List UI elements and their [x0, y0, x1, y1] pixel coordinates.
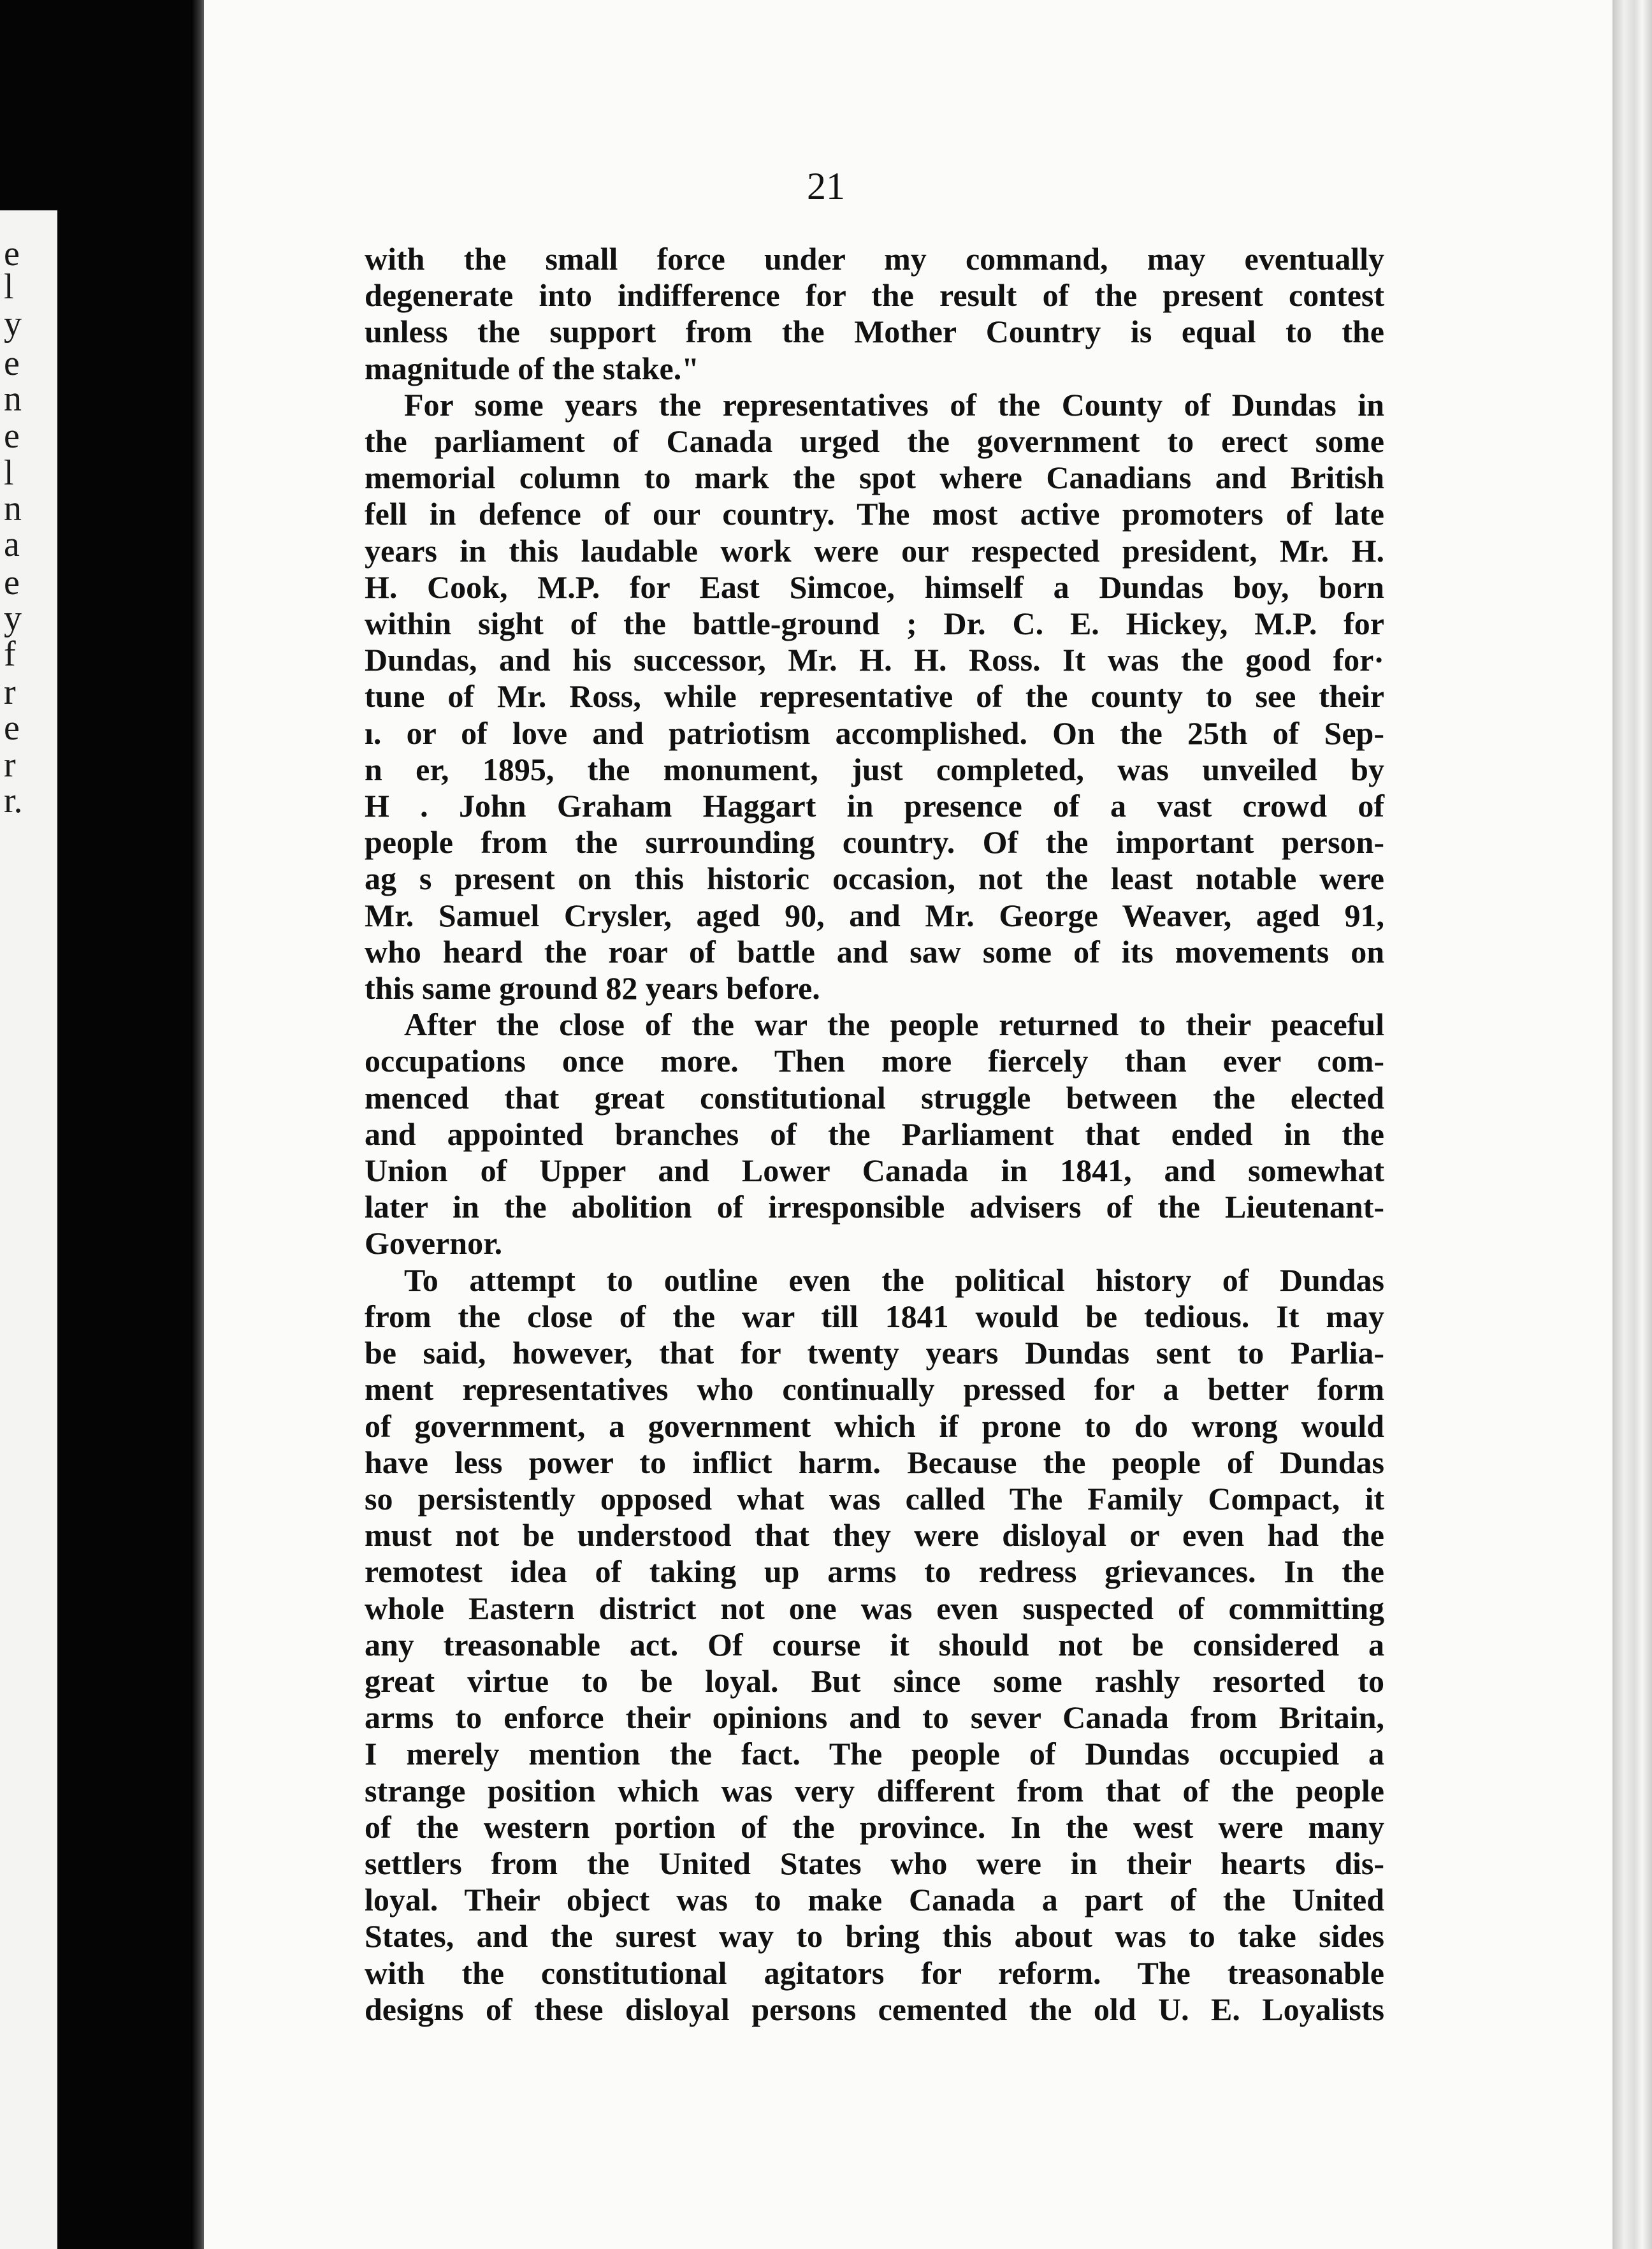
previous-page-text-fragment: y	[4, 304, 22, 344]
text-line: have less power to inflict harm. Because the people of Dundas	[365, 1444, 1384, 1480]
previous-page-text-fragment: e	[4, 563, 20, 602]
previous-page-text-fragment: e	[4, 344, 20, 383]
previous-page-text-fragment: r	[4, 673, 16, 712]
text-line: States, and the surest way to bring this about was to take sides	[365, 1918, 1384, 1954]
text-line: who heard the roar of battle and saw some of its movements on	[365, 933, 1384, 970]
text-line: so persistently opposed what was called The Family Compact, it	[365, 1480, 1384, 1517]
text-line: Union of Upper and Lower Canada in 1841, and somewhat	[365, 1153, 1384, 1189]
text-line: unless the support from the Mother Country is equal to the	[365, 314, 1384, 350]
text-line: with the small force under my command, may eventually	[365, 241, 1384, 277]
text-line: ı. or of love and patriotism accomplished. On the 25th of Sep-	[365, 715, 1384, 751]
previous-page-text-fragment: f	[4, 634, 16, 674]
text-line: within sight of the battle-ground ; Dr. C. E. Hickey, M.P. for	[365, 606, 1384, 642]
text-line: settlers from the United States who were in their hearts dis-	[365, 1845, 1384, 1881]
body-text	[365, 241, 1384, 2028]
text-line: of the western portion of the province. In the west were many	[365, 1809, 1384, 1845]
text-line: menced that great constitutional struggle between the elected	[365, 1079, 1384, 1116]
text-line: Governor.	[365, 1225, 503, 1262]
text-line: be said, however, that for twenty years Dundas sent to Parlia-	[365, 1335, 1384, 1371]
text-line: years in this laudable work were our respected president, Mr. H.	[365, 532, 1384, 569]
previous-page-text-fragment: a	[4, 525, 20, 564]
previous-page-text-fragment: l	[4, 453, 14, 493]
text-line: any treasonable act. Of course it should not be considered a	[365, 1626, 1384, 1663]
text-line: After the close of the war the people returned to their peaceful	[404, 1007, 1384, 1043]
page-stack-edge	[1612, 0, 1652, 2249]
text-line: and appointed branches of the Parliament that ended in the	[365, 1116, 1384, 1152]
text-line: of government, a government which if prone to do wrong would	[365, 1408, 1384, 1444]
text-line: this same ground 82 years before.	[365, 970, 820, 1007]
text-line: great virtue to be loyal. But since some rashly resorted to	[365, 1663, 1384, 1699]
text-line: designs of these disloyal persons cemented the old U. E. Loyalists	[365, 1991, 1384, 2027]
text-line: arms to enforce their opinions and to sever Canada from Britain,	[365, 1699, 1384, 1736]
text-line: To attempt to outline even the political history of Dundas	[404, 1262, 1384, 1298]
text-line: fell in defence of our country. The most active promoters of late	[365, 496, 1384, 532]
text-line: later in the abolition of irresponsible advisers of the Lieutenant-	[365, 1189, 1384, 1225]
previous-page-text-fragment: e	[4, 708, 20, 748]
page-number: 21	[807, 165, 845, 207]
text-line: n er, 1895, the monument, just completed, was unveiled by	[365, 751, 1384, 787]
text-line: memorial column to mark the spot where Canadians and British	[365, 460, 1384, 496]
text-line: ag s present on this historic occasion, not the least notable were	[365, 861, 1384, 897]
previous-page-text-fragment: e	[4, 234, 20, 273]
text-line: occupations once more. Then more fiercely than ever com-	[365, 1043, 1384, 1079]
text-line: whole Eastern district not one was even suspected of committing	[365, 1590, 1384, 1626]
text-line: Mr. Samuel Crysler, aged 90, and Mr. George Weaver, aged 91,	[365, 897, 1384, 933]
previous-page-text-fragment: l	[4, 267, 14, 307]
previous-page-text-fragment: y	[4, 599, 22, 638]
previous-page-edge	[0, 210, 57, 2249]
previous-page-text-fragment: n	[4, 489, 22, 528]
text-line: For some years the representatives of the County of Dundas in	[404, 386, 1384, 423]
previous-page-text-fragment: n	[4, 379, 22, 419]
text-line: the parliament of Canada urged the government to erect some	[365, 423, 1384, 460]
text-line: tune of Mr. Ross, while representative of the county to see their	[365, 678, 1384, 715]
text-line: remotest idea of taking up arms to redress grievances. In the	[365, 1554, 1384, 1590]
text-line: I merely mention the fact. The people of Dundas occupied a	[365, 1736, 1384, 1772]
text-line: magnitude of the stake."	[365, 350, 699, 386]
previous-page-text-fragment: r	[4, 745, 16, 785]
text-line: ment representatives who continually pressed for a better form	[365, 1371, 1384, 1408]
text-line: with the constitutional agitators for reform. The treasonable	[365, 1954, 1384, 1991]
text-line: must not be understood that they were disloyal or even had the	[365, 1517, 1384, 1554]
text-line: H. Cook, M.P. for East Simcoe, himself a Dundas boy, born	[365, 569, 1384, 605]
text-line: H . John Graham Haggart in presence of a vast crowd of	[365, 788, 1384, 824]
previous-page-text-fragment: e	[4, 416, 20, 456]
text-line: degenerate into indifference for the result of the present contest	[365, 277, 1384, 314]
previous-page-text-fragment: r.	[4, 781, 23, 820]
text-line: Dundas, and his successor, Mr. H. H. Ross. It was the good for·	[365, 642, 1384, 678]
text-line: loyal. Their object was to make Canada a part of the United	[365, 1882, 1384, 1918]
text-line: from the close of the war till 1841 would be tedious. It may	[365, 1298, 1384, 1334]
text-line: strange position which was very different from that of the people	[365, 1772, 1384, 1809]
text-line: people from the surrounding country. Of the important person-	[365, 824, 1384, 861]
